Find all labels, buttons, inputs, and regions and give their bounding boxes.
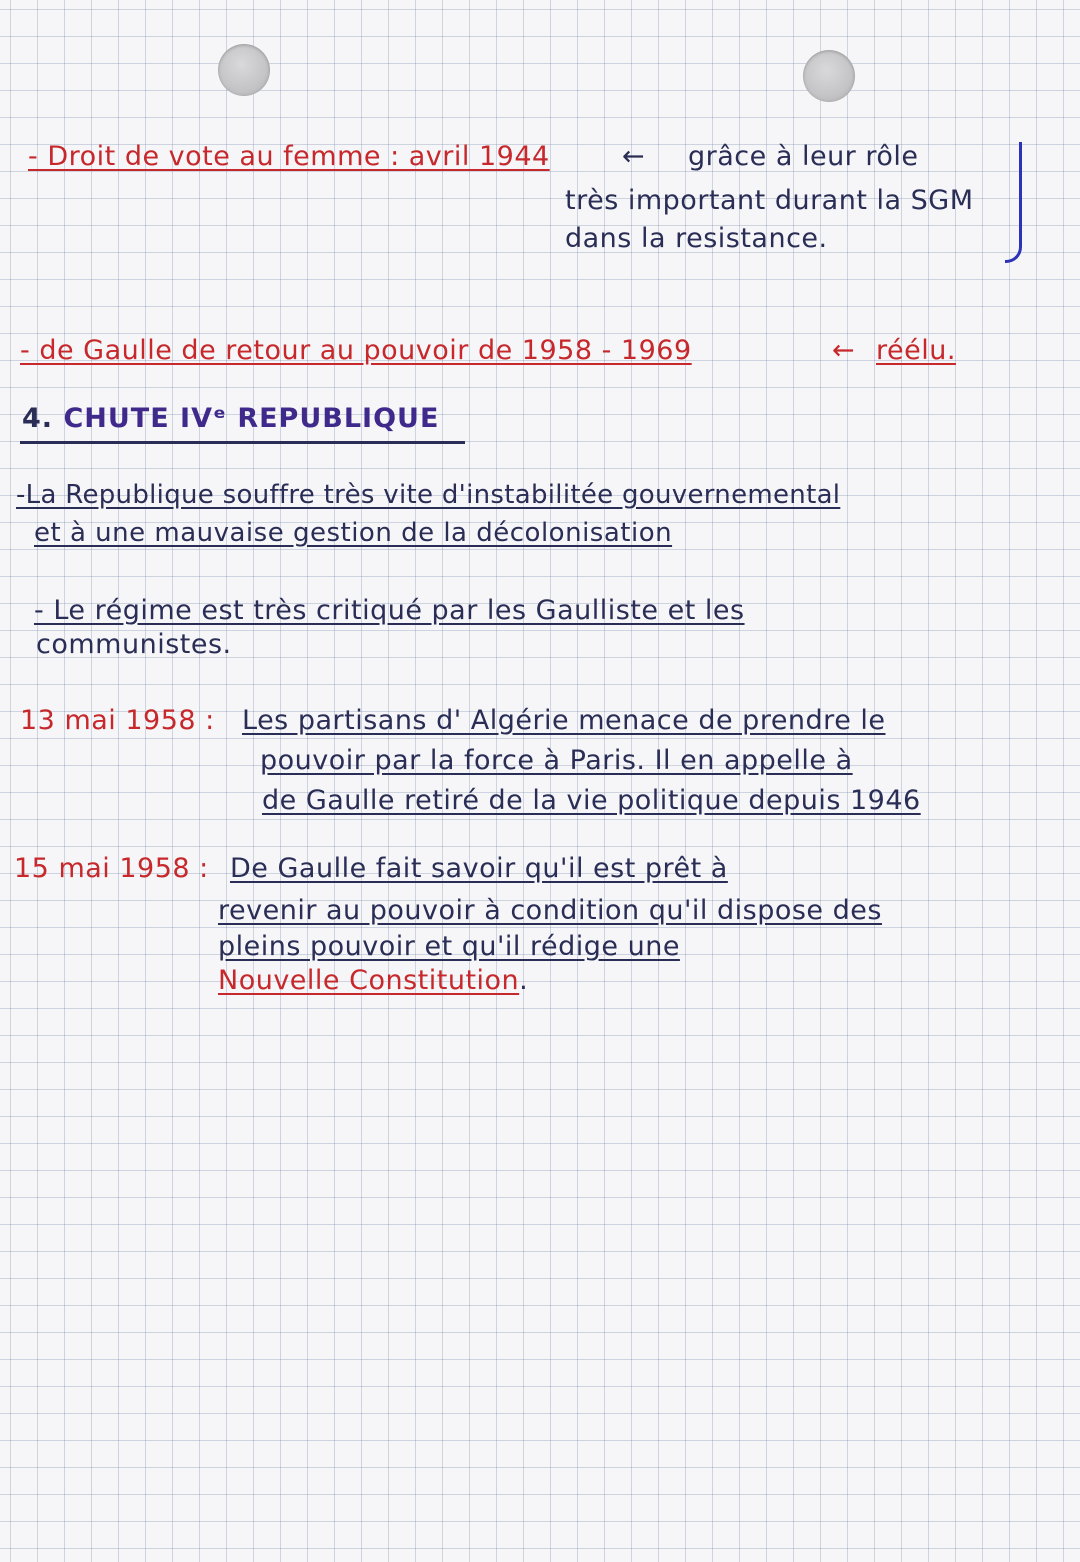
- de-gaulle-note: réélu.: [876, 335, 956, 366]
- entry-13-mai-line-2: pouvoir par la force à Paris. Il en appelle à: [260, 745, 853, 776]
- entry-15-mai-line-4: Nouvelle Constitution.: [218, 965, 529, 996]
- entry-15-mai-date: 15 mai 1958 :: [14, 853, 209, 884]
- vote-line-text: - Droit de vote au femme : avril 1944: [28, 141, 550, 172]
- entry-15-mai-line-3: pleins pouvoir et qu'il rédige une: [218, 931, 680, 962]
- entry-13-mai-date: 13 mai 1958 :: [20, 705, 215, 736]
- new-constitution-highlight: Nouvelle Constitution: [218, 965, 520, 996]
- entry-13-mai-line-1: Les partisans d' Algérie menace de prendre le: [242, 705, 886, 736]
- point-2-line-1: - Le régime est très critiqué par les Gaulliste et les: [34, 595, 745, 626]
- punch-hole-right: [803, 50, 855, 102]
- vote-line: [28, 140, 550, 174]
- heading-underline: [20, 441, 465, 444]
- section-heading: [22, 402, 439, 436]
- bracket-mark: [1005, 142, 1022, 263]
- point-1-line-1: -La Republique souffre très vite d'instabilitée gouvernemental: [16, 480, 841, 510]
- section-heading-text: CHUTE IVᵉ REPUBLIQUE: [63, 403, 440, 434]
- entry-15-mai-line-1: De Gaulle fait savoir qu'il est prêt à: [230, 853, 728, 884]
- entry-13-mai-line-3: de Gaulle retiré de la vie politique depuis 1946: [262, 785, 921, 816]
- vote-arrow-icon: ←: [622, 141, 646, 172]
- point-2-line-2: communistes.: [36, 629, 232, 660]
- de-gaulle-arrow-icon: ←: [832, 335, 856, 366]
- vote-reason-1: grâce à leur rôle: [688, 141, 919, 172]
- punch-hole-left: [218, 44, 270, 96]
- de-gaulle-line: - de Gaulle de retour au pouvoir de 1958 - 1969: [20, 335, 692, 366]
- point-1-line-2: et à une mauvaise gestion de la décolonisation: [34, 518, 673, 548]
- vote-reason-3: dans la resistance.: [565, 223, 828, 254]
- entry-15-mai-line-2: revenir au pouvoir à condition qu'il dispose des: [218, 895, 882, 926]
- section-heading-number: 4.: [22, 403, 54, 434]
- vote-reason-2: très important durant la SGM: [565, 185, 974, 216]
